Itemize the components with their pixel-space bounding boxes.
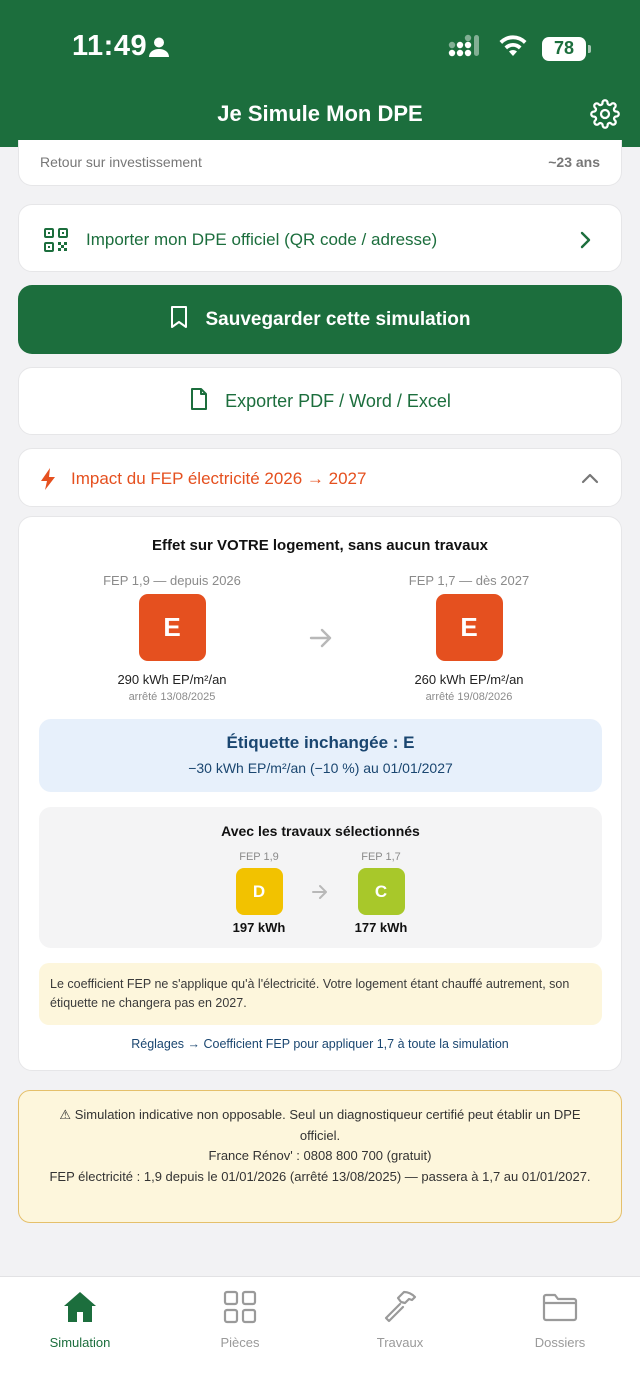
app-header bbox=[0, 0, 640, 147]
gear-icon[interactable] bbox=[590, 99, 620, 129]
fep-before-kwh: 290 kWh EP/m²/an bbox=[117, 672, 227, 687]
roi-label: Retour sur investissement bbox=[40, 154, 202, 170]
person-icon bbox=[148, 36, 170, 63]
document-icon bbox=[189, 387, 209, 416]
works-after-caption: FEP 1,7 bbox=[361, 851, 401, 863]
tab-pieces[interactable] bbox=[180, 1287, 300, 1350]
arrow-right-icon bbox=[311, 884, 329, 905]
disclaimer-line-3: FEP électricité : 1,9 depuis le 01/01/2026 (arrêté 13/08/2025) — passera à 1,7 au 01/01/2027. bbox=[49, 1168, 591, 1184]
disclaimer-line-2: France Rénov' : 0808 800 700 (gratuit) bbox=[208, 1148, 432, 1163]
fep-impact-panel bbox=[18, 516, 622, 1071]
fep-after-caption: FEP 1,7 — dès 2027 bbox=[408, 573, 530, 588]
label-unchanged-box bbox=[39, 719, 602, 792]
fep-effect-title: Effet sur VOTRE logement, sans aucun travaux bbox=[152, 537, 488, 554]
disclaimer-line-1: ⚠ Simulation indicative non opposable. Seul un diagnostiqueur certifié peut établir un DPE officiel. bbox=[59, 1107, 581, 1143]
chevron-right-icon bbox=[579, 231, 591, 254]
home-icon bbox=[20, 1287, 140, 1327]
import-dpe-button[interactable] bbox=[18, 204, 622, 272]
roi-card bbox=[18, 140, 622, 186]
disclaimer-box bbox=[18, 1090, 622, 1223]
tab-label: Pièces bbox=[220, 1335, 260, 1350]
tab-dossiers[interactable] bbox=[500, 1287, 620, 1350]
folder-icon bbox=[500, 1287, 620, 1327]
lightning-icon bbox=[39, 467, 57, 496]
fep-before-date: arrêté 13/08/2025 bbox=[128, 691, 216, 703]
works-before-caption: FEP 1,9 bbox=[239, 851, 279, 863]
works-after-column bbox=[341, 851, 421, 935]
hammer-icon bbox=[340, 1287, 460, 1327]
tab-label: Simulation bbox=[49, 1335, 111, 1350]
fep-after-date: arrêté 19/08/2026 bbox=[425, 691, 513, 703]
dpe-label-badge: D bbox=[236, 868, 283, 915]
works-before-kwh: 197 kWh bbox=[232, 920, 286, 935]
works-before-column bbox=[219, 851, 299, 935]
save-simulation-label: Sauvegarder cette simulation bbox=[205, 308, 471, 330]
save-simulation-button[interactable] bbox=[18, 285, 622, 354]
grid-icon bbox=[180, 1287, 300, 1327]
dpe-label-badge: E bbox=[436, 594, 503, 661]
battery-indicator: 78 bbox=[542, 37, 586, 61]
wifi-icon bbox=[498, 34, 528, 63]
works-after-kwh: 177 kWh bbox=[354, 920, 408, 935]
chevron-up-icon bbox=[581, 471, 599, 489]
arrow-right-icon bbox=[309, 627, 333, 654]
fep-before-column bbox=[72, 533, 272, 703]
tab-label: Travaux bbox=[376, 1335, 424, 1350]
status-indicators bbox=[448, 34, 586, 63]
qr-code-icon bbox=[43, 227, 69, 258]
fep-note: Le coefficient FEP ne s'applique qu'à l'électricité. Votre logement étant chauffé autrement, son étiquette ne changera pas en 2027. bbox=[39, 963, 602, 1025]
label-unchanged-detail: −30 kWh EP/m²/an (−10 %) au 01/01/2027 bbox=[188, 760, 453, 776]
export-label: Exporter PDF / Word / Excel bbox=[225, 390, 451, 411]
label-unchanged-title: Étiquette inchangée : E bbox=[226, 733, 415, 752]
fep-before-caption: FEP 1,9 — depuis 2026 bbox=[103, 573, 241, 588]
dpe-label-badge: E bbox=[139, 594, 206, 661]
cellular-signal-icon bbox=[448, 34, 484, 63]
export-button[interactable] bbox=[18, 367, 622, 435]
fep-settings-link[interactable]: Réglages → Coefficient FEP pour appliquer 1,7 à toute la simulation bbox=[131, 1037, 509, 1051]
bottom-tab-bar bbox=[0, 1276, 640, 1390]
fep-impact-title: Impact du FEP électricité 2026 → 2027 bbox=[71, 469, 367, 488]
status-time: 11:49 bbox=[72, 30, 148, 62]
import-dpe-label: Importer mon DPE officiel (QR code / adresse) bbox=[86, 230, 438, 249]
selected-works-title: Avec les travaux sélectionnés bbox=[221, 823, 420, 839]
selected-works-box bbox=[39, 807, 602, 948]
fep-after-kwh: 260 kWh EP/m²/an bbox=[414, 672, 524, 687]
bookmark-icon bbox=[169, 305, 189, 335]
dpe-label-badge: C bbox=[358, 868, 405, 915]
fep-after-column bbox=[369, 533, 569, 703]
roi-value: ~23 ans bbox=[548, 154, 600, 170]
fep-impact-toggle[interactable] bbox=[18, 448, 622, 507]
tab-label: Dossiers bbox=[534, 1335, 586, 1350]
tab-simulation[interactable] bbox=[20, 1287, 140, 1350]
tab-travaux[interactable] bbox=[340, 1287, 460, 1350]
page-title: Je Simule Mon DPE bbox=[217, 101, 423, 126]
